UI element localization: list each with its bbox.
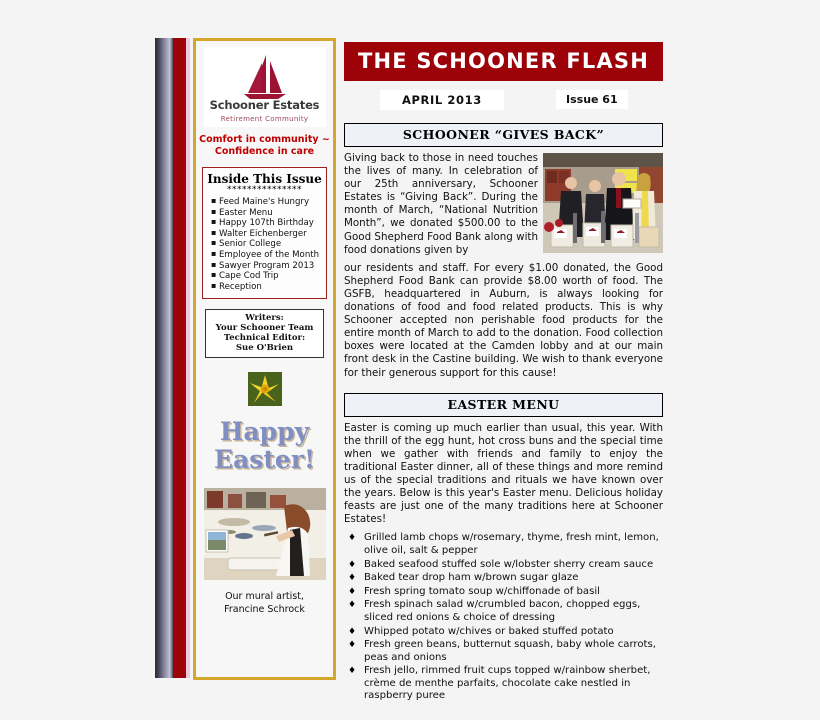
technical-editor-label: Technical Editor: bbox=[223, 333, 306, 344]
list-item[interactable]: ▪ Walter Eichenberger bbox=[211, 229, 322, 240]
inside-this-issue-box bbox=[202, 167, 327, 299]
inside-this-issue-list bbox=[207, 197, 322, 292]
masthead-title: THE SCHOONER FLASH bbox=[344, 42, 663, 81]
writers-label: Writers: bbox=[245, 313, 284, 324]
inside-this-issue-divider: *************** bbox=[227, 185, 302, 195]
donation-ceremony-icon bbox=[543, 153, 663, 253]
logo-subtitle: Retirement Community bbox=[220, 115, 309, 123]
list-item: ♦ Fresh green beans, butternut squash, baby whole carrots, peas and onions bbox=[344, 639, 663, 664]
issue-date: APRIL 2013 bbox=[380, 90, 504, 110]
list-item: ♦ Baked seafood stuffed sole w/lobster sherry cream sauce bbox=[344, 559, 663, 572]
tagline-line-2: Confidence in care bbox=[214, 146, 315, 157]
issue-number: Issue 61 bbox=[556, 90, 628, 109]
mural-caption-line-1: Our mural artist, bbox=[225, 591, 304, 603]
list-item: ♦ Fresh jello, rimmed fruit cups topped w/rainbow sherbet, crème de menthe parfaits, chocolate cake nestled in raspberry puree bbox=[344, 665, 663, 703]
list-item[interactable]: ▪ Cape Cod Trip bbox=[211, 271, 322, 282]
mural-caption bbox=[196, 590, 333, 616]
easter-menu-list bbox=[344, 532, 663, 703]
main-column bbox=[344, 42, 663, 704]
decorative-red-bar bbox=[173, 38, 186, 678]
daffodil-icon bbox=[248, 372, 282, 406]
list-item[interactable]: ▪ Reception bbox=[211, 282, 322, 293]
article-easter-menu-body: Easter is coming up much earlier than usual, this year. With the thrill of the egg hunt, hot cross buns and the special time when we gather with friends and family to enjoy the traditional Easter dinner, all of these things and more remind us of the special traditions and rituals we have known over the years. Below is this year's Easter menu. Delicious holiday feasts are just one of the many traditions here at Schooner Estates! bbox=[344, 421, 663, 526]
list-item[interactable]: ▪ Feed Maine's Hungry bbox=[211, 197, 322, 208]
tagline-line-1: Comfort in community ~ bbox=[199, 134, 330, 145]
list-item[interactable]: ▪ Happy 107th Birthday bbox=[211, 218, 322, 229]
tagline bbox=[196, 134, 333, 158]
food-bank-donation-photo bbox=[543, 153, 663, 253]
easter-artwork bbox=[196, 372, 333, 474]
article-gives-back bbox=[344, 152, 663, 257]
mural-painting-scene-icon bbox=[204, 488, 326, 580]
mural-artist-photo bbox=[204, 488, 326, 580]
list-item: ♦ Fresh spinach salad w/crumbled bacon, chopped eggs, sliced red onions & choice of dressing bbox=[344, 599, 663, 624]
happy-easter-greeting bbox=[196, 418, 333, 474]
writers-value: Your Schooner Team bbox=[215, 323, 314, 334]
greeting-line-1: Happy bbox=[219, 417, 310, 447]
list-item[interactable]: ▪ Easter Menu bbox=[211, 208, 322, 219]
decorative-gradient-bar bbox=[155, 38, 173, 678]
list-item[interactable]: ▪ Sawyer Program 2013 bbox=[211, 261, 322, 272]
decorative-pink-bar bbox=[186, 38, 190, 678]
article-heading-easter-menu: EASTER MENU bbox=[344, 393, 663, 417]
list-item: ♦ Grilled lamb chops w/rosemary, thyme, fresh mint, lemon, olive oil, salt & pepper bbox=[344, 532, 663, 557]
list-item[interactable]: ▪ Employee of the Month bbox=[211, 250, 322, 261]
article-gives-back-wrap-text: Giving back to those in need touches the lives of many. In celebration of our 25th anniversary, Schooner Estates is “Giving Back”. During the month of March, “National Nutrition Month”, we donated $500.00 to the Good Shepherd Food Bank along with food donations given by bbox=[344, 152, 538, 256]
inside-this-issue-title: Inside This Issue bbox=[207, 172, 322, 186]
article-heading-gives-back: SCHOONER “GIVES BACK” bbox=[344, 123, 663, 147]
schooner-estates-logo bbox=[204, 47, 326, 127]
daffodil-photo bbox=[248, 372, 282, 406]
list-item[interactable]: ▪ Senior College bbox=[211, 239, 322, 250]
dateline bbox=[344, 90, 663, 116]
mural-caption-line-2: Francine Schrock bbox=[224, 604, 305, 616]
list-item: ♦ Baked tear drop ham w/brown sugar glaze bbox=[344, 572, 663, 585]
sidebar bbox=[193, 38, 336, 680]
technical-editor-value: Sue O'Brien bbox=[235, 343, 294, 354]
writers-credits-box bbox=[205, 309, 324, 358]
article-gives-back-body: our residents and staff. For every $1.00 donated, the Good Shepherd Food Bank can provide $8.00 worth of food. The GSFB, headquartered in Auburn, is always looking for donations of food and food related products. This is why Schooner accepted non perishable food products for the entire month of March to add to the donation. Food collection boxes were located at the Camden lobby and at our main front desk in the Castine building. We wish to thank everyone for their generous support for this cause! bbox=[344, 261, 663, 379]
logo-title: Schooner Estates bbox=[209, 98, 320, 112]
list-item: ♦ Fresh spring tomato soup w/chiffonade of basil bbox=[344, 586, 663, 599]
greeting-line-2: Easter! bbox=[214, 445, 315, 475]
list-item: ♦ Whipped potato w/chives or baked stuffed potato bbox=[344, 626, 663, 639]
